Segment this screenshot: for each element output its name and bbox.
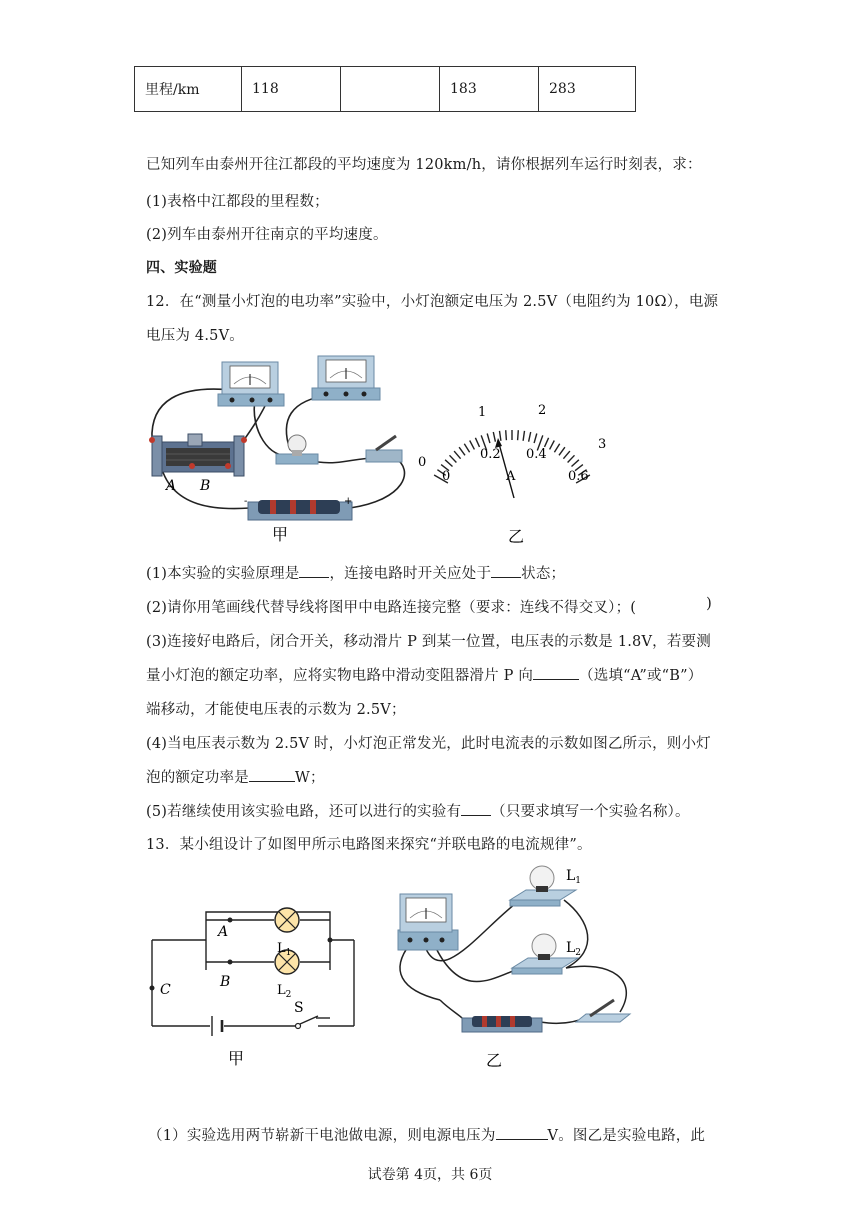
dial-bottom-0: 0	[442, 469, 451, 484]
dial-tick	[572, 460, 579, 467]
switch-label: S	[294, 1000, 304, 1016]
dial-tick	[518, 430, 519, 440]
dial-tick	[554, 444, 559, 453]
svg-text:-: -	[244, 496, 248, 507]
dial-top-3: 3	[598, 437, 607, 452]
page-footer: 试卷第 4页，共 6页	[367, 1167, 493, 1183]
figure-label-jia: 甲	[228, 1049, 245, 1068]
dial-tick	[445, 460, 452, 467]
q12-part3-text-b: （选填“A”或“B”）	[579, 668, 703, 684]
table-cell: 283	[539, 67, 636, 112]
figure-label-yi: 乙	[508, 527, 525, 546]
svg-text:+: +	[344, 496, 353, 507]
dial-tick	[450, 455, 457, 462]
table-cell: 里程/km	[135, 67, 242, 112]
dial-bottom-06: 0.6	[568, 469, 589, 484]
q13-figure-yi	[380, 860, 650, 1080]
voltmeter	[312, 356, 380, 400]
dial-top-2: 2	[538, 403, 547, 418]
dial-tick	[493, 432, 495, 442]
q12-part5	[146, 800, 690, 821]
q13-part1	[148, 1124, 705, 1145]
battery	[462, 1016, 542, 1032]
answer-blank[interactable]	[299, 563, 329, 578]
dial-tick	[529, 432, 531, 442]
rheostat-label-a: A	[166, 478, 177, 494]
section-heading: 四、实验题	[146, 260, 217, 276]
q12-part4-line1: (4)当电压表示数为 2.5V 时，小灯泡正常发光，此时电流表的示数如图乙所示，则小灯	[146, 736, 711, 752]
dial-tick	[534, 434, 537, 444]
lamp1-label: $L_1$	[277, 941, 292, 958]
q12-part1-text-c: 状态；	[521, 566, 566, 582]
ammeter	[398, 894, 458, 950]
q12-part2	[146, 596, 712, 617]
dial-tick	[487, 434, 490, 444]
dial-top-0: 0	[418, 455, 427, 470]
q12-part4-line2	[146, 766, 325, 787]
dial-unit: A	[506, 469, 516, 484]
q12-part3-line3: 端移动，才能使电压表的示数为 2.5V；	[146, 702, 406, 718]
lamp	[276, 435, 318, 464]
q11-part2: (2)列车由泰州开往南京的平均速度。	[146, 227, 388, 243]
dial-tick	[459, 447, 465, 455]
q12-part1	[146, 562, 565, 583]
figure-label-jia: 甲	[272, 525, 289, 544]
battery-symbol	[212, 1016, 222, 1036]
switch-symbol	[296, 1016, 319, 1029]
q11-intro: 已知列车由泰州开往江都段的平均速度为 120km/h，请你根据列车运行时刻表，求：	[146, 157, 702, 173]
wire	[350, 458, 405, 508]
mileage-table	[134, 66, 636, 112]
node-b-label: B	[220, 974, 231, 990]
q12-part1-text-b: ，连接电路时开关应处于	[329, 566, 492, 582]
switch	[576, 1000, 630, 1022]
lamp2-label: $L_2$	[566, 940, 582, 958]
lamp2-label: $L_2$	[277, 983, 292, 1000]
dial-tick	[559, 447, 565, 455]
figure-label-yi: 乙	[486, 1051, 503, 1070]
q12-part3-text-a: 量小灯泡的额定功率，应将实物电路中滑动变阻器滑片 P 向	[146, 668, 534, 684]
node-c-label: C	[160, 982, 171, 998]
switch	[366, 436, 402, 462]
q12-part5-text-b: （只要求填写一个实验名称）。	[491, 804, 690, 820]
q12-part1-text-a: (1)本实验的实验原理是	[146, 566, 300, 582]
q13-figure-jia	[140, 890, 370, 1080]
answer-blank[interactable]	[533, 665, 579, 680]
table-cell	[341, 67, 440, 112]
q12-part5-text-a: (5)若继续使用该实验电路，还可以进行的实验有	[146, 804, 462, 820]
dial-tick	[454, 451, 461, 459]
q13-part1-text-b: V。图乙是实验电路，此	[547, 1128, 706, 1144]
dial-tick	[550, 441, 555, 450]
q12-part4-text-a: 泡的额定功率是	[146, 770, 249, 786]
dial-tick	[568, 455, 575, 462]
dial-tick	[523, 431, 524, 441]
answer-blank[interactable]	[249, 767, 295, 782]
dial-bottom-02: 0.2	[480, 447, 501, 462]
q13-stem: 13．某小组设计了如图甲所示电路图来探究“并联电路的电流规律”。	[146, 837, 592, 853]
answer-blank[interactable]	[496, 1125, 548, 1140]
dial-tick	[475, 438, 479, 447]
dial-tick	[500, 431, 501, 441]
dial-tick	[506, 430, 507, 440]
dial-tick	[545, 438, 549, 447]
q12-figure-jia	[140, 350, 420, 550]
q12-part2-paren: )	[706, 596, 712, 612]
q12-part3-line2	[146, 664, 702, 685]
lamp-l1	[275, 908, 299, 932]
dial-tick	[464, 444, 469, 453]
battery	[244, 496, 352, 520]
wire	[254, 400, 290, 456]
table-cell: 118	[242, 67, 341, 112]
q13-part1-text-a: （1）实验选用两节崭新干电池做电源，则电源电压为	[148, 1128, 496, 1144]
ammeter	[218, 362, 284, 406]
q11-part1: (1)表格中江都段的里程数；	[146, 194, 329, 210]
rheostat-label-b: B	[200, 478, 211, 494]
answer-blank[interactable]	[491, 563, 521, 578]
dial-tick	[470, 441, 475, 450]
table-cell: 183	[440, 67, 539, 112]
q12-stem-line1: 12．在“测量小灯泡的电功率”实验中，小灯泡额定电压为 2.5V（电阻约为 10Ω），电源	[146, 294, 719, 310]
q12-part3-line1: (3)连接好电路后，闭合开关，移动滑片 P 到某一位置，电压表的示数是 1.8V，若要测	[146, 634, 711, 650]
table-row	[135, 67, 636, 112]
rheostat	[149, 434, 247, 476]
node-a-label: A	[218, 924, 229, 940]
dial-top-1: 1	[478, 405, 487, 420]
answer-blank[interactable]	[461, 801, 491, 816]
q12-part4-text-b: W；	[294, 770, 325, 786]
q12-stem-line2: 电压为 4.5V。	[146, 328, 244, 344]
dial-tick	[563, 451, 570, 459]
q12-part2-text: (2)请你用笔画线代替导线将图甲中电路连接完整（要求：连线不得交叉）；(	[146, 600, 637, 616]
dial-bottom-04: 0.4	[526, 447, 547, 462]
q12-figure-yi	[412, 400, 622, 550]
lamp1-label: $L_1$	[566, 868, 582, 886]
